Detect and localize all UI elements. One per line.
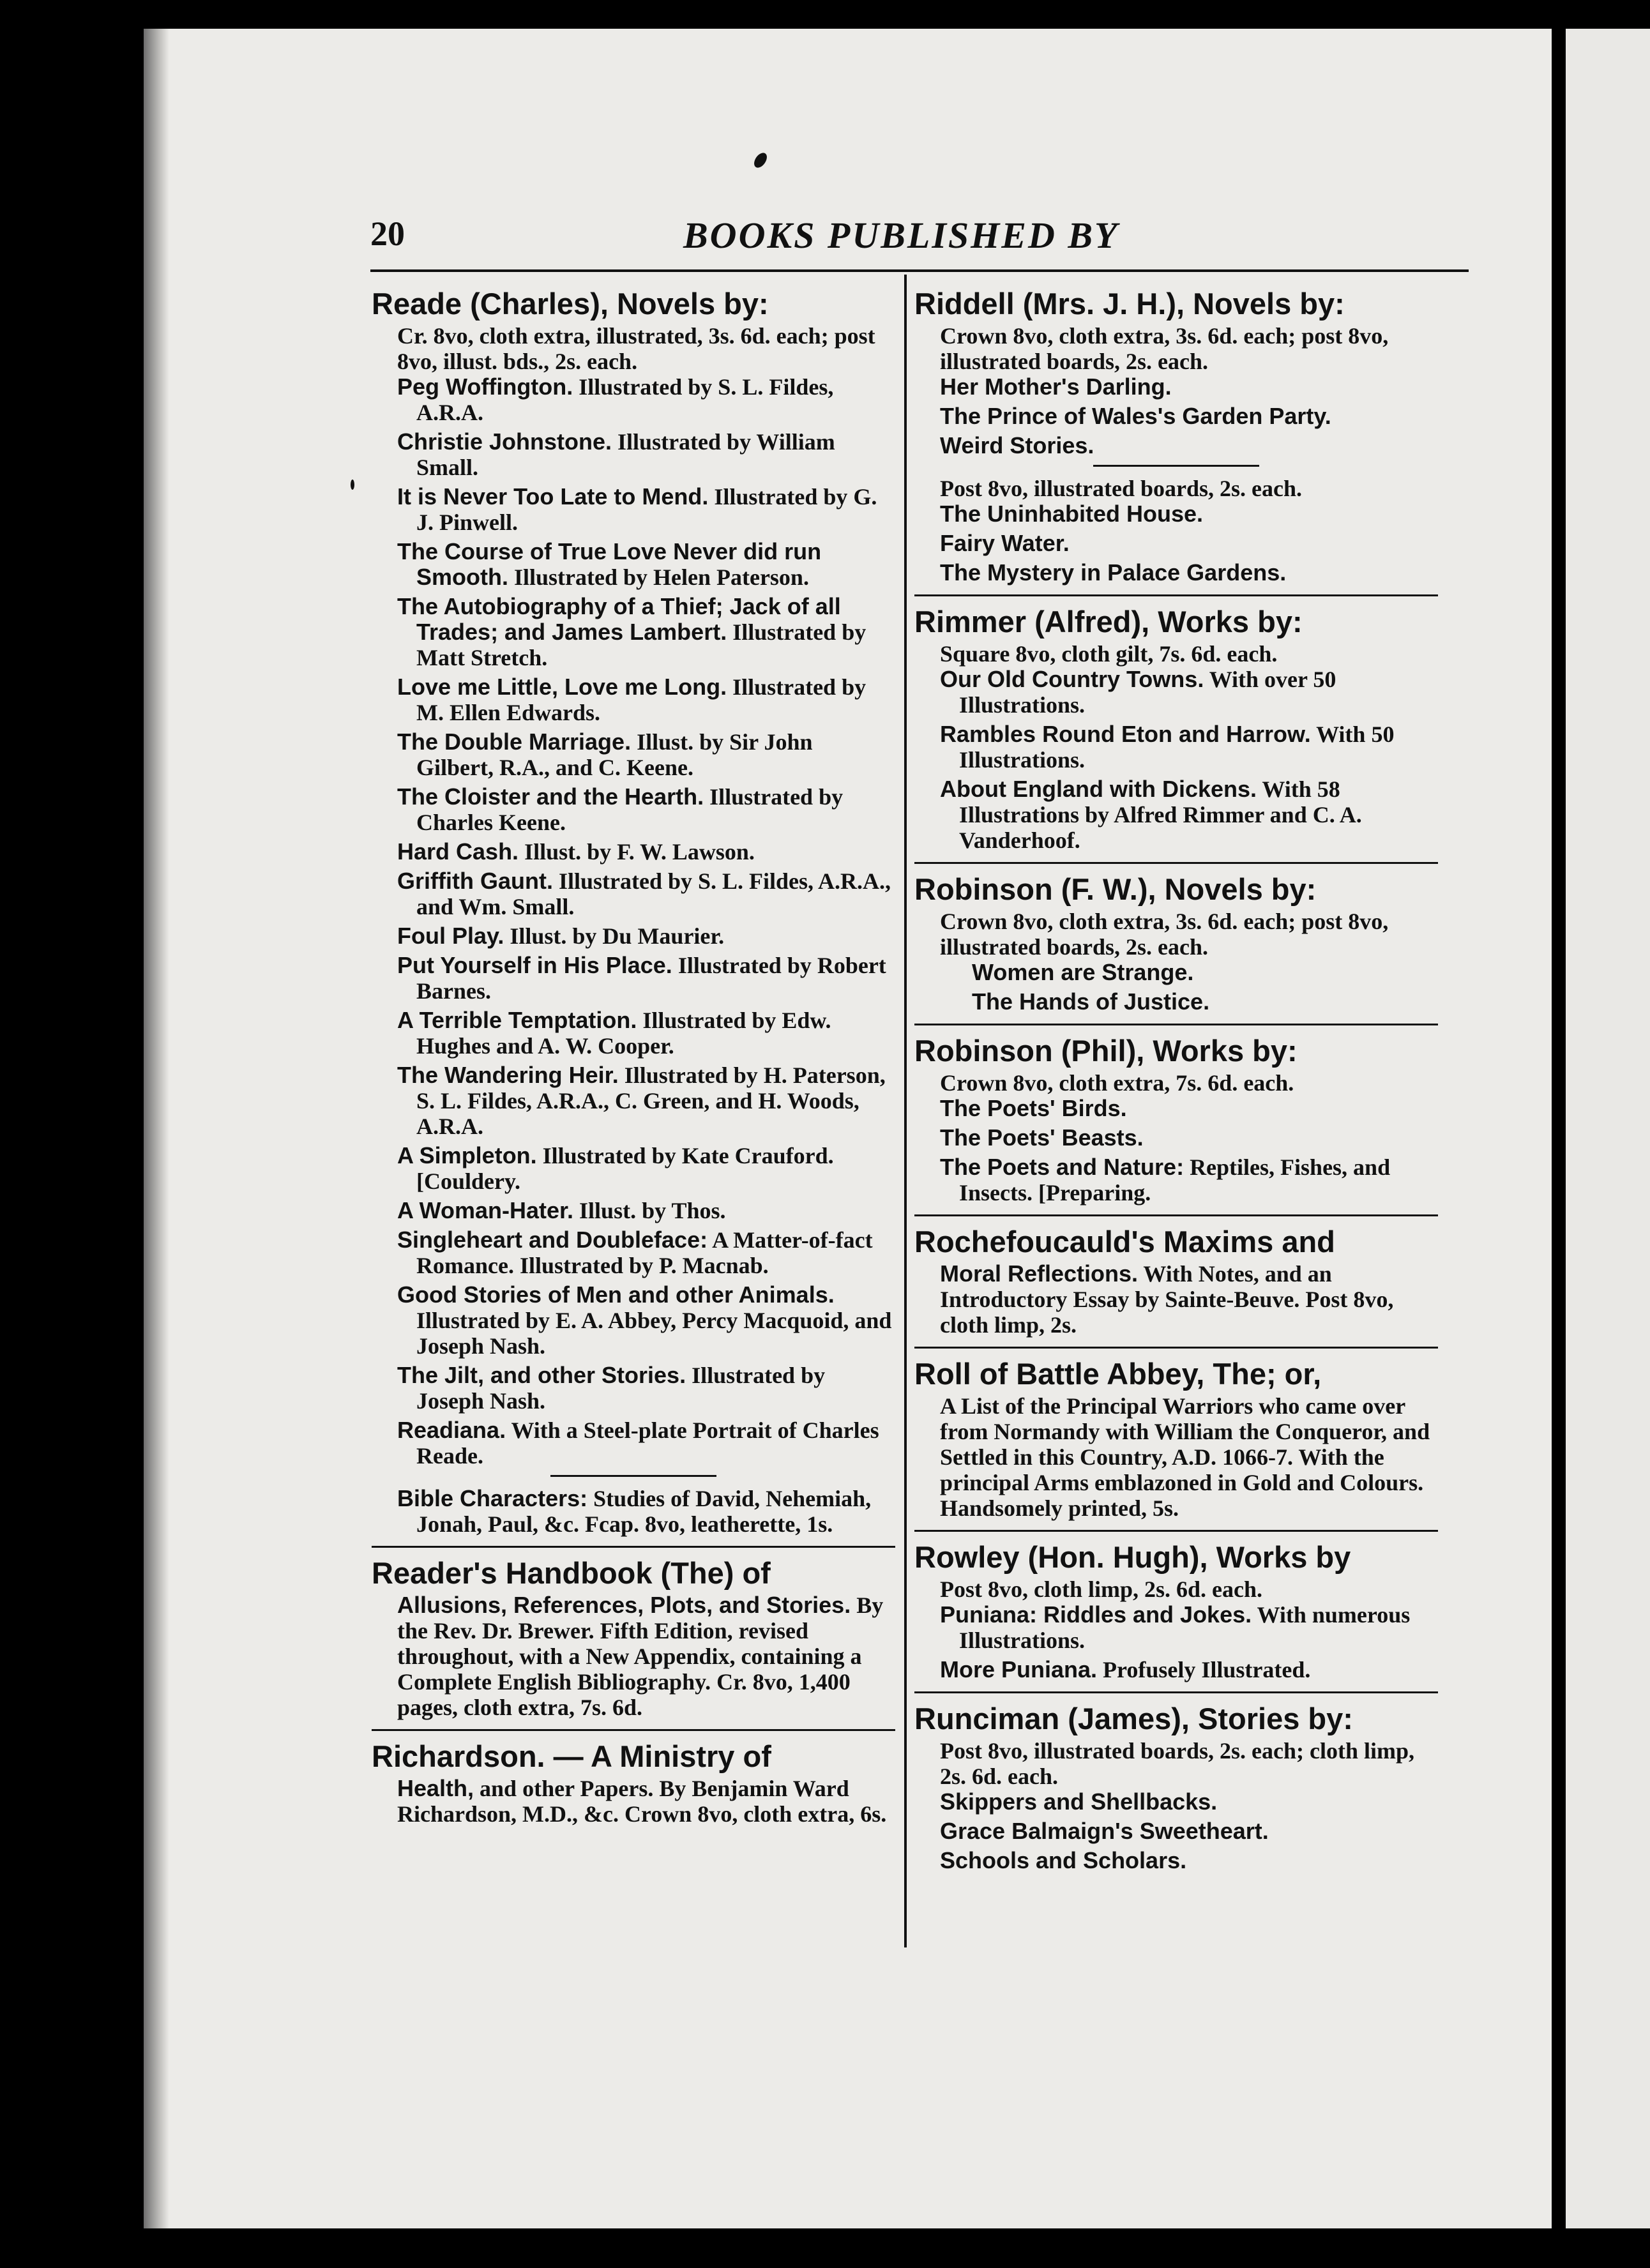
section-rule [1093,465,1259,467]
entry-richardson [372,1740,895,1827]
item-title: The Cloister and the Hearth. [397,783,704,810]
list-item [397,923,895,949]
left-column [372,278,895,1831]
entry-heading: Richardson. — A Ministry of [372,1739,771,1773]
item-detail: Illustrated by Charles Keene. [416,784,844,835]
page-binding-shadow [144,29,169,2228]
list-item [397,1198,895,1223]
page-number: 20 [370,215,405,253]
item-detail: Illustrated by Joseph Nash. [416,1363,826,1414]
entry-heading: Rowley (Hon. Hugh), Works by [914,1540,1351,1574]
item-title: The Autobiography of a Thief; Jack of all Trades; and James Lambert. [397,593,841,645]
item-title: Peg Woffington. [397,374,573,400]
scan-border-left [0,0,144,2268]
list-item [940,1125,1438,1151]
list-item [397,594,895,670]
item-detail: With over 50 Illustrations. [959,667,1336,718]
list-item [940,1657,1438,1682]
list-item [397,484,895,535]
item-title: Skippers and Shellbacks. [940,1788,1218,1815]
entry-reade [372,287,895,1537]
item-detail: Illustrated by M. Ellen Edwards. [416,674,867,725]
item-detail: With numerous Illustrations. [959,1602,1411,1653]
item-title: Bible Characters: [397,1485,588,1511]
item-detail: Illustrated by G. J. Pinwell. [416,484,877,535]
item-detail: Illust. by Thos. [579,1198,726,1223]
list-item [940,776,1438,853]
item-title: The Wandering Heir. [397,1062,619,1088]
list-item [397,1282,895,1359]
entry-description: Post 8vo, illustrated boards, 2s. each; cloth limp, 2s. 6d. each. [940,1738,1414,1789]
item-title: Hard Cash. [397,838,519,865]
list-item [397,868,895,919]
item-title: Women are Strange. [972,959,1194,985]
entry-description: Crown 8vo, cloth extra, 7s. 6d. each. [940,1070,1294,1096]
item-title: Foul Play. [397,923,504,949]
entry-rule [914,594,1438,596]
list-item [397,674,895,725]
item-title: The Poets' Beasts. [940,1124,1144,1151]
item-detail: By the Rev. Dr. Brewer. Fifth Edition, revised throughout, with a New Appendix, containing a Complete English Bibliography. Cr. 8vo, 1,400 pages, cloth extra, 7s. 6d. [397,1592,884,1720]
list-item [940,1154,1438,1206]
item-detail: Illustrated by Edw. Hughes and A. W. Cooper. [416,1008,831,1059]
item-detail: A Matter-of-fact Romance. Illustrated by P. Macnab. [416,1227,873,1278]
list-item [397,839,895,865]
item-title: Christie Johnstone. [397,428,612,455]
item-title: The Poets and Nature: [940,1154,1185,1180]
item-title: A Terrible Temptation. [397,1007,637,1033]
column-divider [904,275,907,1947]
item-title: Schools and Scholars. [940,1847,1187,1873]
item-detail: With a Steel-plate Portrait of Charles Reade. [416,1418,879,1469]
entry-rule [372,1729,895,1731]
item-title: The Jilt, and other Stories. [397,1362,686,1388]
entry-heading: Riddell (Mrs. J. H.), Novels by: [914,287,1345,321]
item-title: Moral Reflections. [940,1260,1139,1287]
list-item [397,1143,895,1194]
list-item [940,1096,1438,1121]
entry-rochefoucauld [914,1225,1438,1338]
entry-robinson-fw [914,873,1438,1015]
item-title: The Double Marriage. [397,729,632,755]
list-item [397,1008,895,1059]
entry-heading: Robinson (Phil), Works by: [914,1034,1298,1068]
list-item [397,1363,895,1414]
item-detail: Illustrated by Matt Stretch. [416,619,867,670]
item-title: Griffith Gaunt. [397,868,553,894]
section-rule [550,1475,716,1477]
item-title: The Poets' Birds. [940,1095,1127,1121]
entry-description: Crown 8vo, cloth extra, 3s. 6d. each; post 8vo, illustrated boards, 2s. each. [940,323,1389,374]
entry-rule [914,1530,1438,1532]
item-detail: Studies of David, Nehemiah, Jonah, Paul, &c. Fcap. 8vo, leatherette, 1s. [416,1486,872,1537]
item-detail: Illustrated by William Small. [416,429,835,480]
item-title: Her Mother's Darling. [940,374,1172,400]
entry-description: Crown 8vo, cloth extra, 3s. 6d. each; post 8vo, illustrated boards, 2s. each. [940,909,1389,960]
item-detail: and other Papers. By Benjamin Ward Richardson, M.D., &c. Crown 8vo, cloth extra, 6s. [397,1776,887,1827]
item-title: Health, [397,1775,474,1801]
item-title: Readiana. [397,1417,506,1443]
item-title: It is Never Too Late to Mend. [397,483,709,510]
item-title: A Simpleton. [397,1142,537,1168]
item-detail: Profusely Illustrated. [1103,1657,1311,1682]
entry-heading: Rimmer (Alfred), Works by: [914,605,1303,639]
item-title: The Prince of Wales's Garden Party. [940,403,1331,429]
entry-heading: Roll of Battle Abbey, The; or, [914,1357,1322,1391]
list-item [397,374,895,425]
item-title: Singleheart and Doubleface: [397,1227,708,1253]
entry-body [397,1592,895,1720]
item-title: The Uninhabited House. [940,501,1204,527]
entry-rule [914,862,1438,864]
header-rule [370,269,1469,272]
item-title: Weird Stories. [940,432,1094,458]
entry-description: Post 8vo, cloth limp, 2s. 6d. each. [940,1576,1263,1602]
list-item [397,1418,895,1469]
item-detail: Illustrated by Kate Crauford. [Couldery. [416,1143,834,1194]
entry-rowley [914,1541,1438,1682]
entry-rule [914,1691,1438,1693]
item-detail: Illustrated by Helen Paterson. [513,564,809,590]
item-detail: Illustrated by E. A. Abbey, Percy Macquoid, and Joseph Nash. [416,1308,892,1359]
list-item [397,1486,895,1537]
entry-rule [914,1024,1438,1025]
list-item [397,1062,895,1139]
item-detail: Reptiles, Fishes, and Insects. [Preparing. [959,1154,1391,1206]
item-title: The Mystery in Palace Gardens. [940,559,1287,586]
list-item [397,729,895,780]
item-title: Good Stories of Men and other Animals. [397,1281,835,1308]
item-title: The Course of True Love Never did run Smooth. [397,538,822,590]
entry-heading: Rochefoucauld's Maxims and [914,1225,1335,1259]
list-item [397,1227,895,1278]
entry-heading: Runciman (James), Stories by: [914,1702,1353,1735]
list-item [397,429,895,480]
right-column [914,278,1438,1877]
item-title: Our Old Country Towns. [940,666,1204,692]
reade-items [372,374,895,1469]
list-item [397,539,895,590]
item-title: A Woman-Hater. [397,1197,574,1223]
item-title: About England with Dickens. [940,776,1257,802]
entry-readers-handbook [372,1557,895,1720]
entry-riddell [914,287,1438,586]
entry-body [397,1776,895,1827]
list-item [397,784,895,835]
list-item [940,667,1438,718]
item-detail: Illustrated by S. L. Fildes, A.R.A. [416,374,834,425]
entry-rule [914,1347,1438,1349]
item-detail: Illust. by F. W. Lawson. [524,839,755,865]
entry-body: A List of the Principal Warriors who came over from Normandy with William the Conqueror, and Settled in this Country, A.D. 1066-7. With the principal Arms emblazoned in Gold and Colours. Handsomely printed, 5s. [940,1393,1430,1521]
item-detail: Illust. by Sir John Gilbert, R.A., and C. Keene. [416,729,813,780]
item-detail: Illust. by Du Maurier. [510,923,725,949]
entry-description: Post 8vo, illustrated boards, 2s. each. [940,476,1302,501]
entry-description: Square 8vo, cloth gilt, 7s. 6d. each. [940,641,1278,667]
item-title: Love me Little, Love me Long. [397,674,727,700]
item-title: More Puniana. [940,1656,1098,1682]
item-detail: Illustrated by H. Paterson, S. L. Fildes, A.R.A., C. Green, and H. Woods, A.R.A. [416,1062,886,1139]
entry-body [940,1261,1438,1338]
ink-speck [351,480,354,490]
item-title: Put Yourself in His Place. [397,952,672,978]
item-detail: Illustrated by S. L. Fildes, A.R.A., and Wm. Small. [416,868,891,919]
entry-heading: Reade (Charles), Novels by: [372,287,769,321]
item-detail: Illustrated by Robert Barnes. [416,953,886,1004]
entry-robinson-phil [914,1034,1438,1206]
item-title: The Hands of Justice. [972,988,1210,1015]
item-detail: With 58 Illustrations by Alfred Rimmer and C. A. Vanderhoof. [959,776,1362,853]
list-item [940,722,1438,773]
page-header [370,214,1469,265]
item-title: Puniana: Riddles and Jokes. [940,1601,1252,1628]
entry-rimmer [914,605,1438,853]
item-title: Fairy Water. [940,530,1070,556]
entry-description: Cr. 8vo, cloth extra, illustrated, 3s. 6d. each; post 8vo, illust. bds., 2s. each. [397,323,875,374]
item-detail: With 50 Illustrations. [959,722,1395,773]
list-item [940,1602,1438,1653]
entry-rule [914,1214,1438,1216]
entry-battle-abbey [914,1357,1438,1521]
entry-rule [372,1546,895,1548]
item-title: Grace Balmaign's Sweetheart. [940,1818,1269,1844]
running-title: BOOKS PUBLISHED BY [683,215,1119,256]
item-detail: With Notes, and an Introductory Essay by Sainte-Beuve. Post 8vo, cloth limp, 2s. [940,1261,1394,1338]
list-item [397,953,895,1004]
entry-heading: Robinson (F. W.), Novels by: [914,872,1317,906]
facing-page-edge [1566,29,1650,2228]
entry-heading: Reader's Handbook (The) of [372,1556,771,1590]
item-title: Rambles Round Eton and Harrow. [940,721,1311,747]
entry-runciman [914,1702,1438,1873]
item-title: Allusions, References, Plots, and Stories. [397,1592,851,1618]
